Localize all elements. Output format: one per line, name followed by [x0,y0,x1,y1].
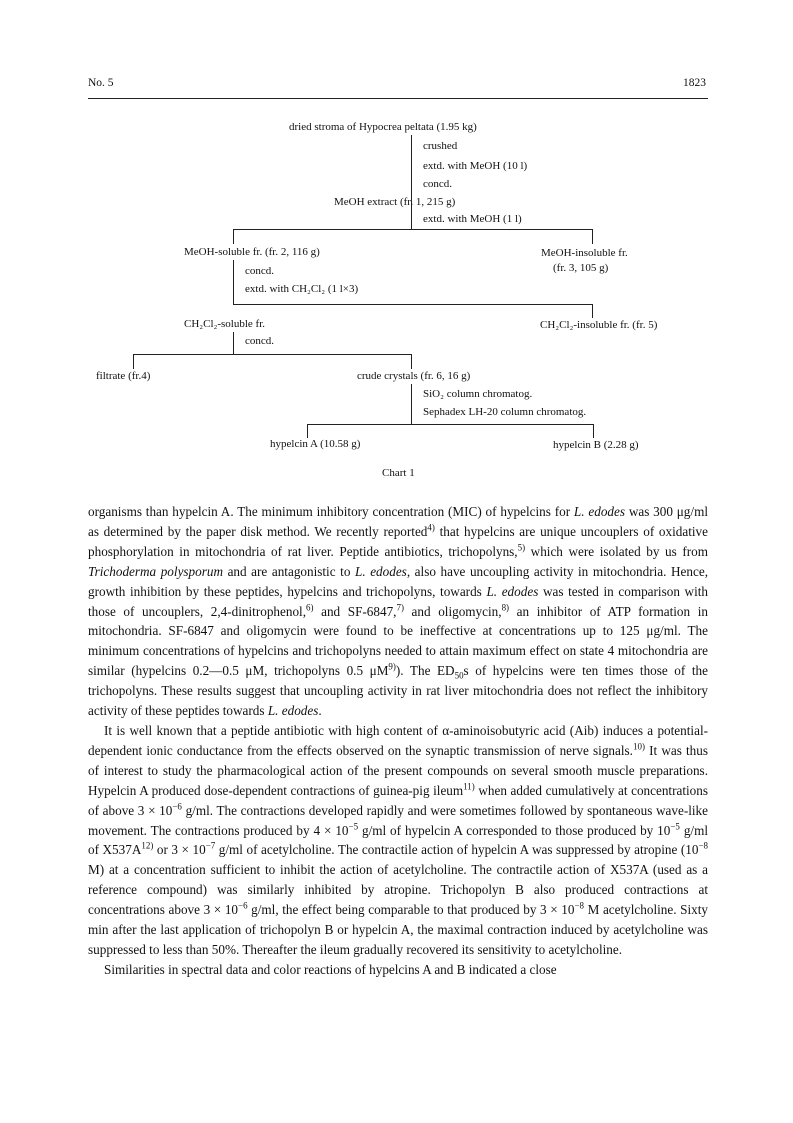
reference-marker: 10) [632,741,645,752]
text-run: was tested in comparison with those of uncouplers, 2,4-dinitrophenol, [88,583,708,619]
species-name: Trichoderma polysporum [88,563,223,579]
branch-hypelcin-b [593,424,594,438]
node-meoh-insoluble-line2: (fr. 3, 105 g) [553,262,609,274]
node-ch2cl2-soluble: CH₂Cl₂-soluble fr. [184,318,266,330]
step-extd-ch2cl2: extd. with CH₂Cl₂ (1 l×3) [245,283,359,295]
connector-source-to-extract [411,135,412,229]
reference-marker: 7) [396,602,404,613]
step-extd-meoh-10l: extd. with MeOH (10 l) [423,160,528,172]
exponent: −5 [348,821,359,832]
exponent: −6 [172,801,182,812]
exponent: −8 [698,841,708,852]
node-meoh-extract: MeOH extract (fr. 1, 215 g) [334,196,456,208]
step-sio2-chromatog: SiO₂ column chromatog. [423,388,533,400]
step-concd-3: concd. [245,335,275,347]
step-concd-1: concd. [423,178,453,190]
exponent: −5 [670,821,680,832]
text-run: ). The ED [395,663,455,679]
text-run: g/ml, the effect being comparable to that produced by 3 × 10 [247,902,575,918]
text-run: Similarities in spectral data and color reactions of hypelcins A and B indicated a close [104,961,557,977]
split-line-meoh [233,229,592,230]
reference-marker: 5) [517,542,526,553]
node-crude-crystals: crude crystals (fr. 6, 16 g) [357,370,471,382]
text-run: when added cumulatively at concentrations of above 3 × 10 [88,782,708,818]
paragraph-3 [88,960,708,980]
step-crushed: crushed [423,140,458,152]
node-meoh-soluble: MeOH-soluble fr. (fr. 2, 116 g) [184,246,320,258]
branch-crude-crystals [411,354,412,369]
branch-meoh-soluble [233,229,234,244]
text-run: It is well known that a peptide antibiotic with high content of α-aminoisobutyric acid (Aib) induces a potential-dependent ionic conductance from the effects observed on the synaptic transmission of nerve signals. [88,722,708,758]
branch-meoh-insoluble [592,229,593,244]
text-run: or 3 × 10 [153,842,206,858]
text-run: organisms than hypelcin A. The minimum inhibitory concentration (MIC) of hypelcins for [88,504,574,519]
text-run: g/ml. The contractions developed rapidly and were sometimes followed by spontaneous wave-like movement. The contractions produced by 4 × 10 [88,802,708,838]
issue-number: No. 5 [88,77,114,89]
node-meoh-insoluble-line1: MeOH-insoluble fr. [541,247,628,259]
species-name: L. edodes [354,563,407,579]
split-line-crystals [133,354,411,355]
text-run: g/ml of hypelcin A corresponded to those produced by 10 [358,822,671,838]
connector-ch2cl2-to-split [233,332,234,354]
step-extd-meoh-1l: extd. with MeOH (1 l) [423,213,522,225]
node-ch2cl2-insoluble: CH₂Cl₂-insoluble fr. (fr. 5) [540,319,658,331]
text-run: that hypelcins are unique uncouplers of oxidative phosphorylation in mitochondria of rat liver. Peptide antibiotics, trichopolyns, [88,523,708,559]
reference-marker: 6) [306,602,314,613]
page-number: 1823 [683,77,706,89]
node-filtrate: filtrate (fr.4) [96,370,151,382]
text-run: an inhibitor of ATP formation in mitochondria. SF-6847 and oligomycin were found to be ineffective at concentrations up to 125 μg/ml. The minimum concentrations of hypelcins and trichopolyns needed to attain maximum effect on state 4 mitochondria are similar (hypelcins 0.2—0.5 μM, trichopolyns 0.5 μM [88,603,708,679]
paragraph-1 [88,502,708,721]
text-run: and oligomycin, [403,603,502,619]
text-run: . [318,703,322,719]
branch-filtrate [133,354,134,369]
step-concd-2: concd. [245,265,275,277]
node-hypelcin-a: hypelcin A (10.58 g) [270,438,361,450]
node-source: dried stroma of Hypocrea peltata (1.95 kg) [289,121,477,133]
split-line-ch2cl2 [233,304,592,305]
text-run: M acetylcholine. Sixty min after the last application of trichopolyn B or hypelcin A, the maximal contraction induced by acetylcholine was suppressed to less than 50%. Thereafter the ileum gradually recovered its sensitivity to acetylcholine. [88,902,708,957]
branch-ch2cl2-insoluble [592,304,593,318]
exponent: −6 [238,900,248,911]
exponent: −7 [205,841,216,852]
reference-marker: 9) [388,661,396,672]
reference-marker: 4) [427,522,435,533]
text-run: g/ml of acetylcholine. The contractile action of hypelcin A was suppressed by atropine (10 [215,842,699,858]
text-run: which were isolated by us from [525,543,709,559]
text-run: s of hypelcins were ten times those of the trichopolyns. These results suggest that uncoupling activity in rat liver mitochondria does not reflect the inhibitory activity of these peptides towards [88,663,708,719]
text-run: It was thus of interest to study the pharmacological action of the present compounds on several smooth muscle preparations. Hypelcin A produced dose-dependent contractions of guinea-pig ileum [88,742,708,798]
isolation-scheme-chart [0,0,793,490]
subscript: 50 [454,670,464,681]
reference-marker: 8) [501,602,510,613]
text-run: and SF-6847, [313,603,397,619]
text-run: M) at a concentration sufficient to inhibit the action of acetylcholine. The contractile action of X537A (used as a reference compound) was similarly inhibited by atropine. Trichopolyn B also produced contractions at concentrations above 3 × 10 [88,862,708,918]
reference-marker: 11) [463,781,475,792]
exponent: −8 [574,900,585,911]
paragraph-2 [88,721,708,960]
body-text [88,502,708,980]
species-name: L. edodes [573,504,625,519]
text-run: g/ml of X537A [88,822,708,858]
chart-caption: Chart 1 [382,467,415,479]
reference-marker: 12) [141,841,154,852]
node-hypelcin-b: hypelcin B (2.28 g) [553,439,639,451]
text-run: and are antagonistic to [223,563,355,579]
split-line-hypelcins [307,424,593,425]
species-name: L. edodes [267,703,319,719]
connector-soluble-to-ch2cl2 [233,260,234,304]
step-sephadex-chromatog: Sephadex LH-20 column chromatog. [423,406,587,418]
species-name: L. edodes [486,583,539,599]
text-run: was 300 μg/ml as determined by the paper disk method. We recently reported [88,504,708,539]
connector-crystals-to-split [411,384,412,424]
branch-hypelcin-a [307,424,308,438]
text-run: , also have uncoupling activity in mitochondria. Hence, growth inhibition by these peptides, hypelcins and trichopolyns, towards [88,563,708,599]
